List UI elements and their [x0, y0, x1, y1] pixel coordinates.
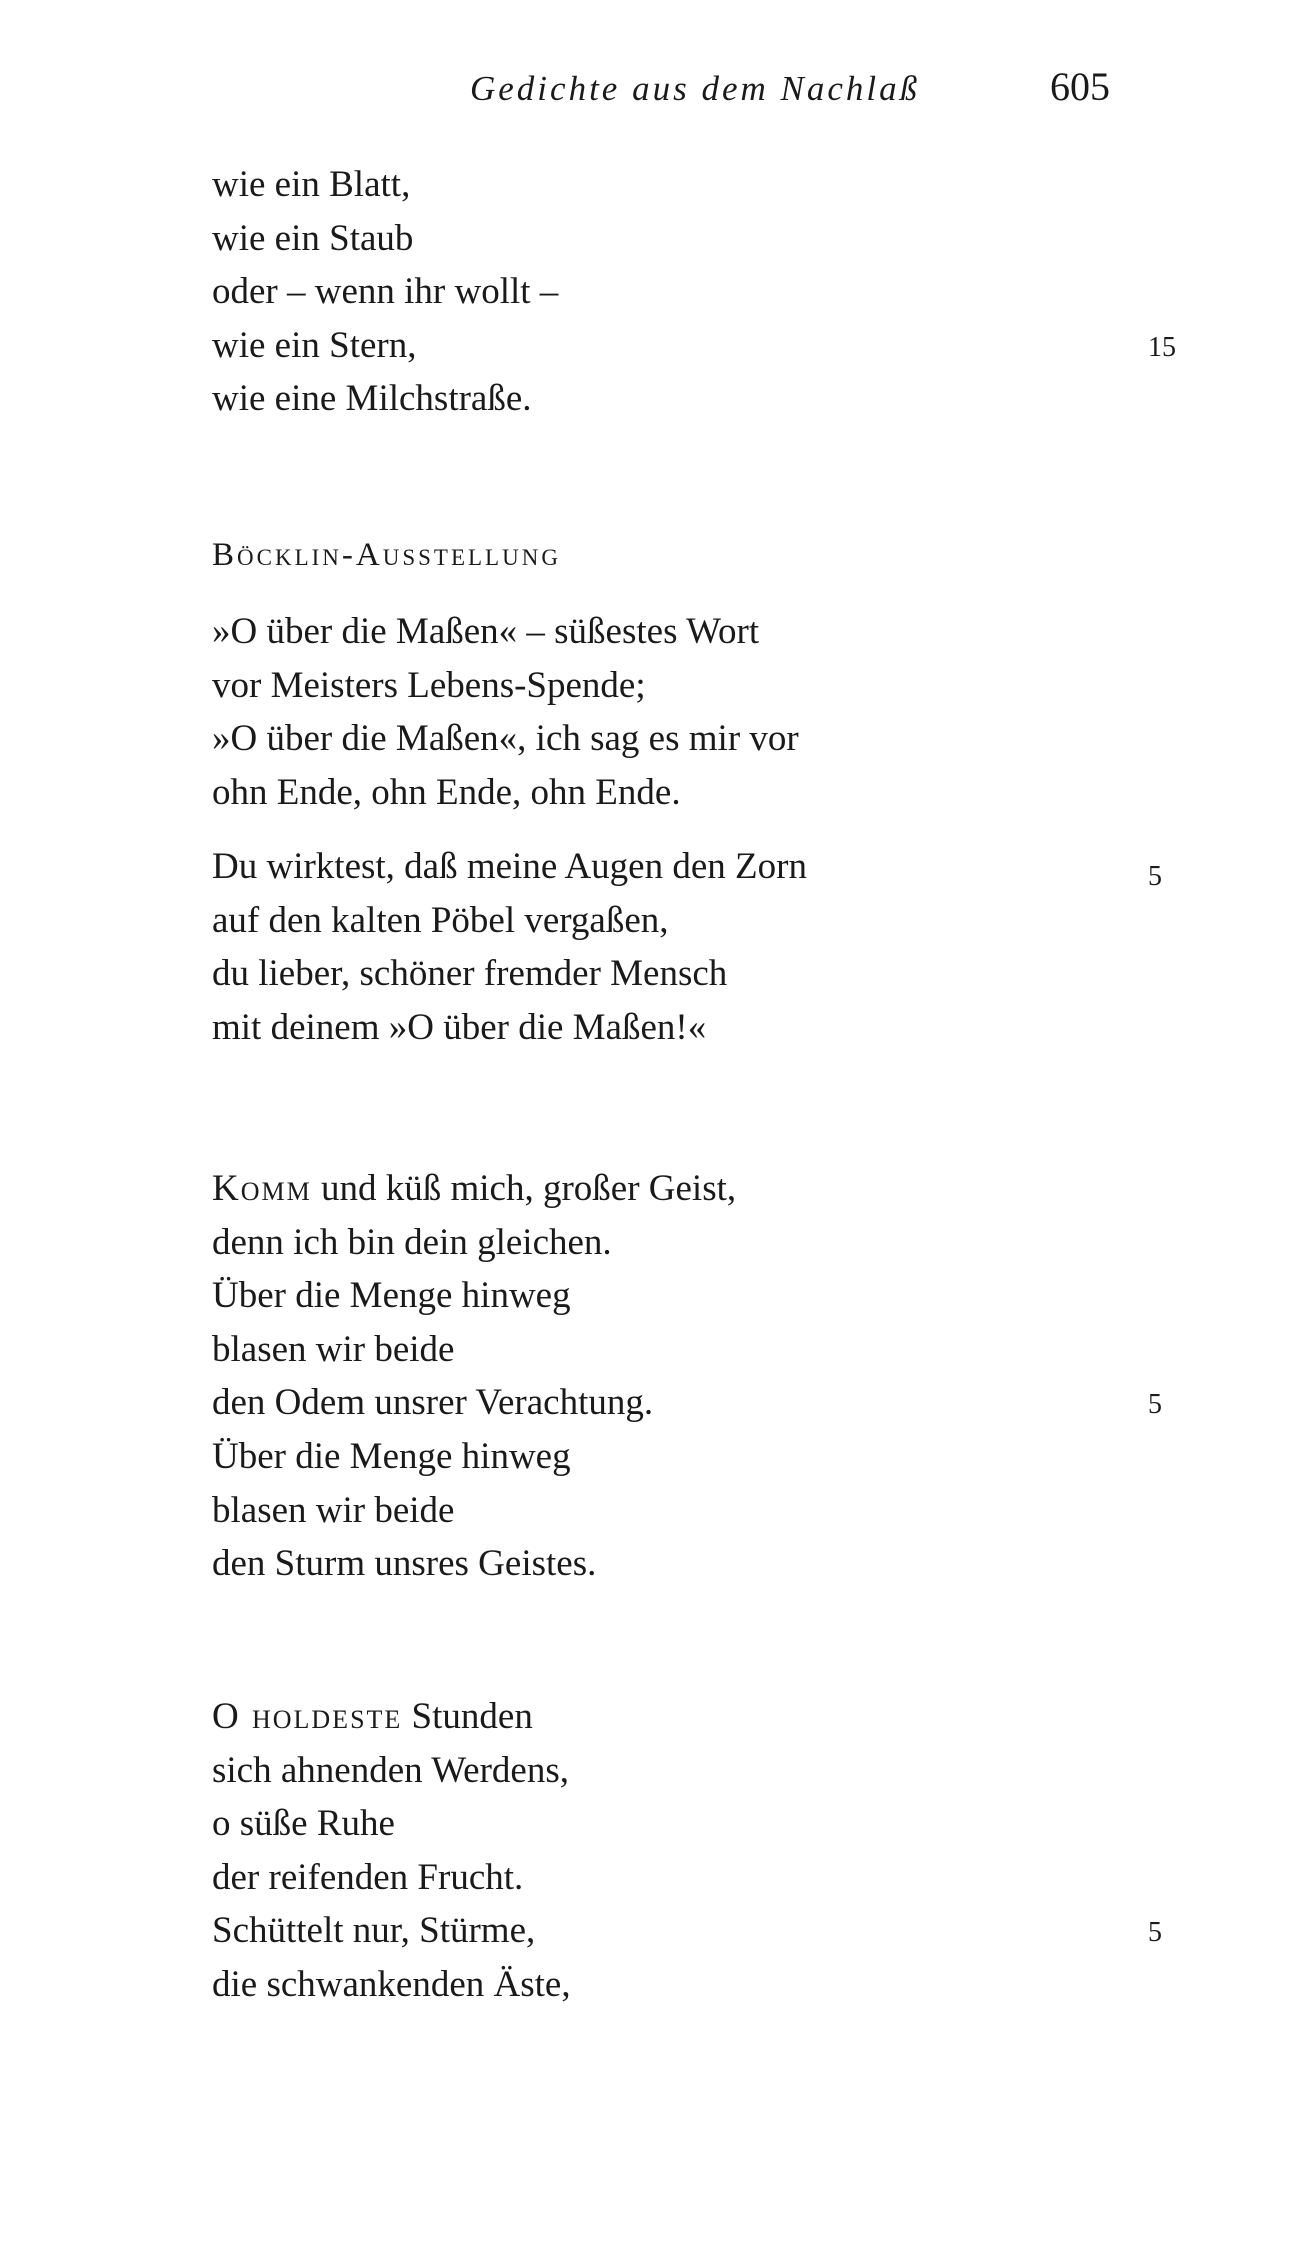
verse-line: blasen wir beide [212, 1489, 455, 1531]
verse-line: Über die Menge hinweg [212, 1275, 571, 1317]
verse-line: ohn Ende, ohn Ende, ohn Ende. [212, 771, 681, 813]
verse-line: Du wirktest, daß meine Augen den Zorn [212, 846, 807, 887]
running-title: Gedichte aus dem Nachlaß [470, 69, 921, 108]
verse-line: »O über die Maßen«, ich sag es mir vor [212, 718, 799, 760]
verse-line: Über die Menge hinweg [212, 1435, 571, 1477]
boecklin-stanza-1 [212, 605, 1112, 819]
verse-line: vor Meisters Lebens-Spende; [212, 664, 646, 706]
poem-title: Böcklin-Ausstellung [212, 537, 561, 573]
verse-line: »O über die Maßen« – süßestes Wort [212, 611, 760, 652]
verse-line: den Sturm unsres Geistes. [212, 1543, 597, 1585]
incipit-word: O holdeste [212, 1696, 403, 1737]
line-number: 5 [1148, 861, 1162, 892]
verse-line: der reifenden Frucht. [212, 1856, 524, 1898]
boecklin-stanza-2 [212, 840, 1112, 1054]
verse-line: blasen wir beide [212, 1328, 455, 1370]
verse-line: o süße Ruhe [212, 1803, 395, 1845]
verse-line-rest: Stunden [402, 1696, 533, 1737]
verse-line: Schüttelt nur, Stürme, [212, 1910, 536, 1952]
line-number: 5 [1148, 1389, 1162, 1420]
poem-holdeste [212, 1690, 1112, 2012]
verse-line: oder – wenn ihr wollt – [212, 271, 559, 313]
verse-line: wie ein Stern, [212, 324, 417, 366]
incipit-word: Komm [212, 1168, 312, 1209]
verse-line: die schwankenden Äste, [212, 1963, 571, 2005]
verse-line-rest: und küß mich, großer Geist, [311, 1168, 737, 1209]
poem-boecklin [212, 530, 1112, 580]
poem-continuation [212, 158, 1112, 426]
verse-line: auf den kalten Pöbel vergaßen, [212, 899, 669, 941]
page-number: 605 [1050, 64, 1110, 109]
verse-line: mit deinem »O über die Maßen!« [212, 1006, 707, 1048]
verse-line: den Odem unsrer Verachtung. [212, 1382, 654, 1424]
verse-line [212, 1162, 1112, 1216]
line-number: 15 [1148, 332, 1176, 363]
verse-line [212, 1690, 1112, 1744]
verse-line: wie ein Staub [212, 217, 414, 259]
verse-line: wie eine Milchstraße. [212, 378, 532, 420]
line-number: 5 [1148, 1917, 1162, 1948]
verse-line: denn ich bin dein gleichen. [212, 1221, 612, 1263]
poem-komm [212, 1162, 1112, 1591]
verse-line: wie ein Blatt, [212, 164, 411, 205]
verse-line: sich ahnenden Werdens, [212, 1749, 569, 1791]
verse-line: du lieber, schöner fremder Mensch [212, 953, 728, 995]
